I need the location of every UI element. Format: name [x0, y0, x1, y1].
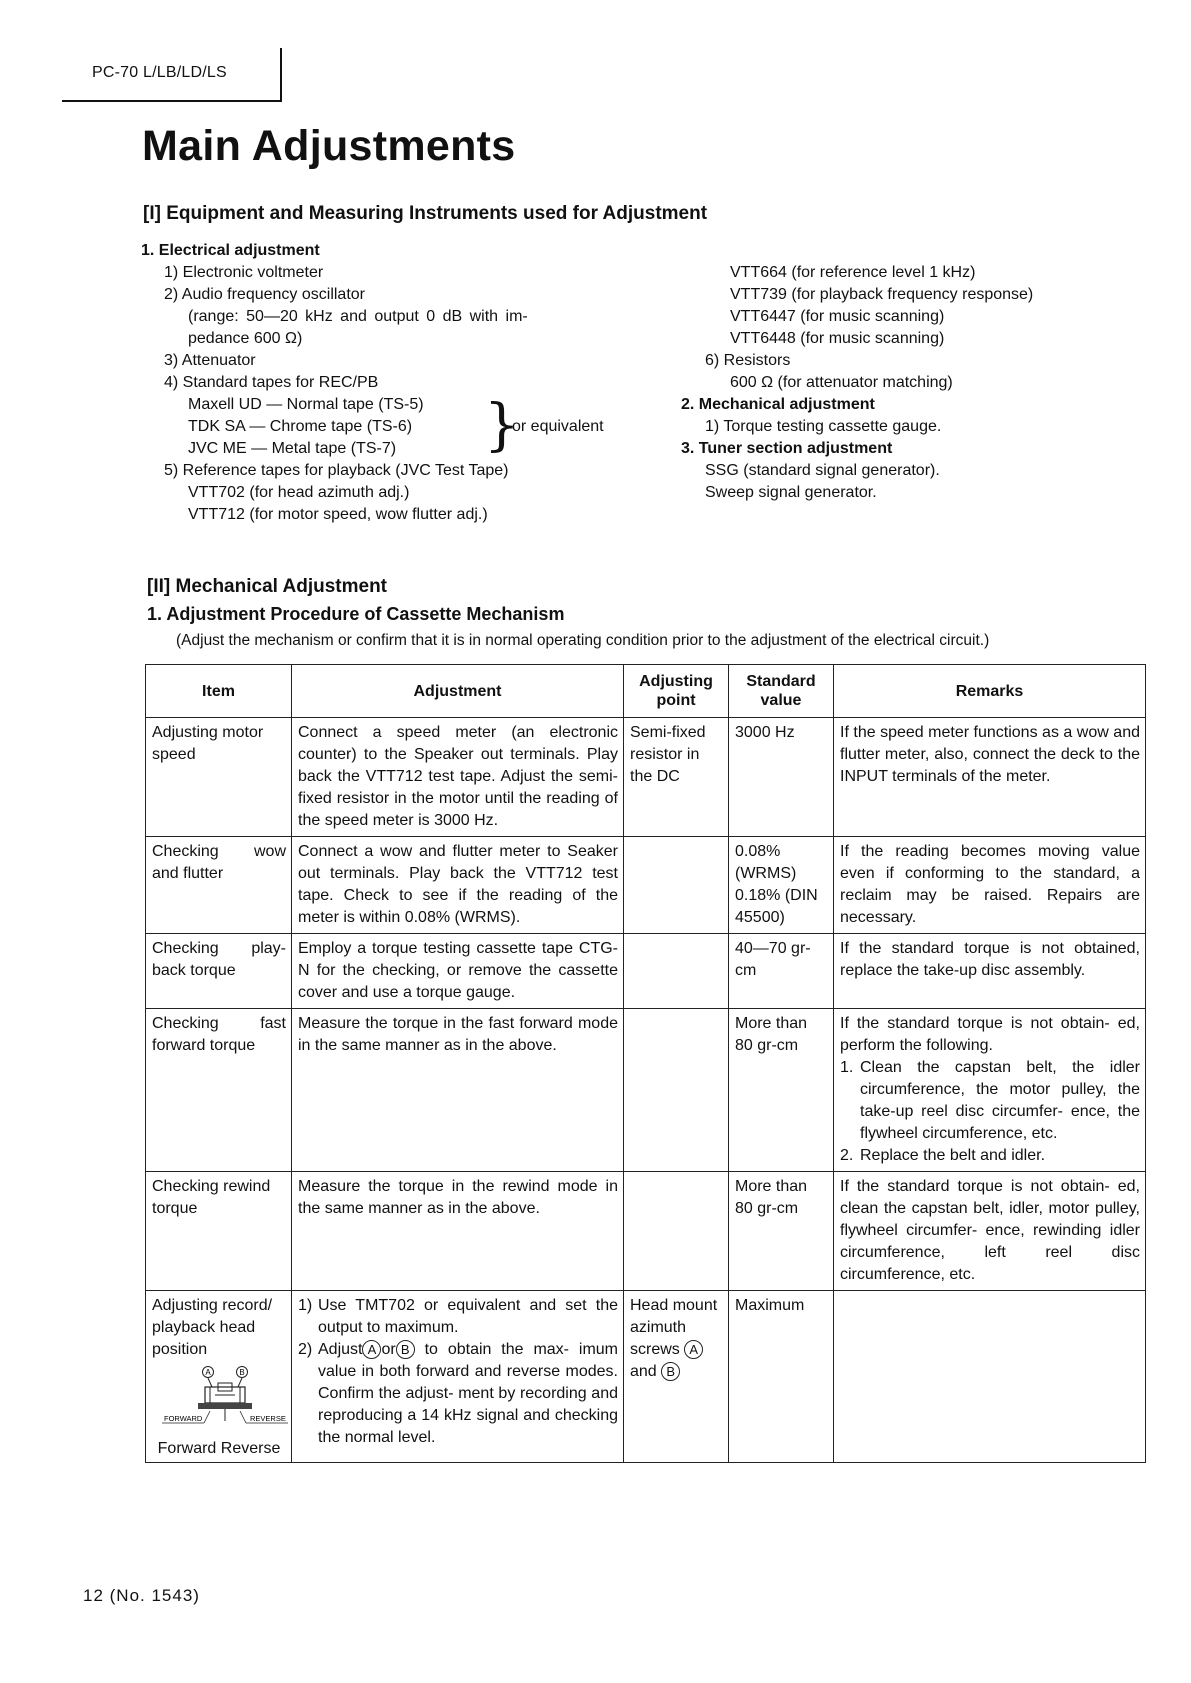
- cell-adjustment: Employ a torque testing cassette tape CTG-N for the checking, or remove the cassette cover and use a torque gauge.: [292, 934, 624, 1009]
- resistors-title: 6) Resistors: [705, 352, 791, 369]
- cell-remarks: If the standard torque is not obtain- ed, clean the capstan belt, idler, motor pulley, flywheel circumfer- ence, rewinding idler circumference, left reel disc circumference, etc.: [834, 1172, 1146, 1291]
- screw-b-icon: B: [661, 1362, 680, 1381]
- cell-standard: More than 80 gr-cm: [729, 1172, 834, 1291]
- list-item: 2. Replace the belt and idler.: [840, 1147, 1046, 1164]
- diagram-caption: Forward Reverse: [157, 1440, 281, 1457]
- cell-standard: More than 80 gr-cm: [729, 1009, 834, 1172]
- adjustment-table: [145, 664, 1146, 1463]
- table-row: [146, 718, 1146, 837]
- screw-b-icon: B: [396, 1340, 415, 1359]
- cell-item: [146, 1291, 292, 1463]
- mechanical-title: 2. Mechanical adjustment: [681, 396, 875, 413]
- mechanical-item: 1) Torque testing cassette gauge.: [705, 418, 942, 435]
- header-adjustment: Adjustment: [292, 665, 624, 718]
- reference-tape: VTT664 (for reference level 1 kHz): [730, 264, 976, 281]
- reference-tape: VTT739 (for playback frequency response): [730, 286, 1034, 303]
- list-item: 1) Use TMT702 or equivalent and set the output to maximum.: [298, 1297, 618, 1336]
- cell-adjustment: [292, 1291, 624, 1463]
- cell-adjustment: Measure the torque in the rewind mode in the same manner as in the above.: [292, 1172, 624, 1291]
- page-footer: 12 (No. 1543): [83, 1586, 200, 1605]
- reference-tapes-title: 5) Reference tapes for playback (JVC Test Tape): [164, 462, 509, 479]
- remarks-intro: If the standard torque is not obtain- ed, perform the following.: [840, 1015, 1140, 1054]
- section2-note: (Adjust the mechanism or confirm that it is in normal operating condition prior to the adjustment of the electrical circuit.): [176, 632, 990, 649]
- brace-symbol: }: [484, 393, 520, 458]
- header-standard: Standard value: [729, 665, 834, 718]
- cell-standard: Maximum: [729, 1291, 834, 1463]
- cell-remarks: [834, 1291, 1146, 1463]
- cell-standard: 40—70 gr-cm: [729, 934, 834, 1009]
- reference-tape: VTT6447 (for music scanning): [730, 308, 945, 325]
- equip-item: 3) Attenuator: [164, 352, 256, 369]
- section2-subheading: 1. Adjustment Procedure of Cassette Mechanism: [147, 604, 565, 624]
- header-remarks: Remarks: [834, 665, 1146, 718]
- cell-adjustment: Connect a wow and flutter meter to Seaker out terminals. Play back the VTT712 test tape. Check to see if the reading of the meter is within 0.08% (WRMS).: [292, 837, 624, 934]
- cell-point: [624, 1172, 729, 1291]
- item-text: Adjusting record/ playback head position: [152, 1297, 273, 1358]
- cell-point: [624, 1009, 729, 1172]
- cell-standard: 3000 Hz: [729, 718, 834, 837]
- table-header-row: [146, 665, 1146, 718]
- table-row: [146, 934, 1146, 1009]
- cell-item: Checking fast forward torque: [146, 1009, 292, 1172]
- page-title: Main Adjustments: [142, 122, 516, 170]
- section2-heading: [II] Mechanical Adjustment: [147, 576, 387, 597]
- section1-heading: [I] Equipment and Measuring Instruments used for Adjustment: [143, 203, 708, 224]
- table-row: [146, 1172, 1146, 1291]
- cell-point: [624, 837, 729, 934]
- list-item: 2) Adjust A or B to obtain the max- imum value in both forward and reverse modes. Confirm the adjust- ment by recording and reproducing a 14 kHz signal and checking the normal level.: [298, 1341, 618, 1446]
- model-number: PC-70 L/LB/LD/LS: [92, 64, 227, 81]
- equip-item: 1) Electronic voltmeter: [164, 264, 324, 281]
- equip-item: 2) Audio frequency oscillator: [164, 286, 365, 303]
- tuner-item: Sweep signal generator.: [705, 484, 877, 501]
- tape-item: TDK SA — Chrome tape (TS-6): [188, 418, 413, 435]
- cell-adjustment: Connect a speed meter (an electronic counter) to the Speaker out terminals. Play back the VTT712 test tape. Adjust the semi-fixed resistor in the motor until the reading of the speed meter is 3000 Hz.: [292, 718, 624, 837]
- cell-item: Checking rewind torque: [146, 1172, 292, 1291]
- cell-remarks: [834, 1009, 1146, 1172]
- header-item: Item: [146, 665, 292, 718]
- cell-adjustment: Measure the torque in the fast forward mode in the same manner as in the above.: [292, 1009, 624, 1172]
- diagram-label-b: B: [239, 1368, 245, 1377]
- head-position-diagram: [160, 1365, 290, 1429]
- cell-point: Head mount azimuth screws A and B: [624, 1291, 729, 1463]
- cell-point: [624, 934, 729, 1009]
- screw-a-icon: A: [684, 1340, 703, 1359]
- tape-item: JVC ME — Metal tape (TS-7): [188, 440, 397, 457]
- tape-item: Maxell UD — Normal tape (TS-5): [188, 396, 424, 413]
- cell-item: Checking play- back torque: [146, 934, 292, 1009]
- diagram-label-forward: FORWARD: [164, 1414, 203, 1423]
- tuner-item: SSG (standard signal generator).: [705, 462, 940, 479]
- screw-a-icon: A: [362, 1340, 381, 1359]
- tuner-title: 3. Tuner section adjustment: [681, 440, 893, 457]
- list-item: 1. Clean the capstan belt, the idler circumference, the motor pulley, the take-up reel disc circumfer- ence, the flywheel circumference, etc.: [840, 1059, 1140, 1142]
- table-row: [146, 1009, 1146, 1172]
- or-equivalent-label: or equivalent: [512, 418, 604, 435]
- equip-item: 4) Standard tapes for REC/PB: [164, 374, 379, 391]
- electrical-title: 1. Electrical adjustment: [141, 242, 320, 259]
- reference-tape: VTT702 (for head azimuth adj.): [188, 484, 410, 501]
- table-row: [146, 837, 1146, 934]
- cell-item: Checking wow and flutter: [146, 837, 292, 934]
- cell-point: Semi-fixed resistor in the DC: [624, 718, 729, 837]
- resistors-item: 600 Ω (for attenuator matching): [730, 374, 953, 391]
- diagram-label-a: A: [205, 1368, 211, 1377]
- reference-tape: VTT712 (for motor speed, wow flutter adj.): [188, 506, 488, 523]
- cell-remarks: If the speed meter functions as a wow and flutter meter, also, connect the deck to the INPUT terminals of the meter.: [834, 718, 1146, 837]
- cell-remarks: If the reading becomes moving value even if conforming to the standard, a reclaim may be raised. Repairs are necessary.: [834, 837, 1146, 934]
- cell-standard: 0.08% (WRMS) 0.18% (DIN 45500): [729, 837, 834, 934]
- equip-item: pedance 600 Ω): [188, 330, 303, 347]
- equip-item: (range: 50—20 kHz and output 0 dB with im-: [188, 308, 528, 325]
- table-row: [146, 1291, 1146, 1463]
- header-point: Adjusting point: [624, 665, 729, 718]
- reference-tape: VTT6448 (for music scanning): [730, 330, 945, 347]
- cell-remarks: If the standard torque is not obtained, replace the take-up disc assembly.: [834, 934, 1146, 1009]
- diagram-label-reverse: REVERSE: [250, 1414, 286, 1423]
- cell-item: Adjusting motor speed: [146, 718, 292, 837]
